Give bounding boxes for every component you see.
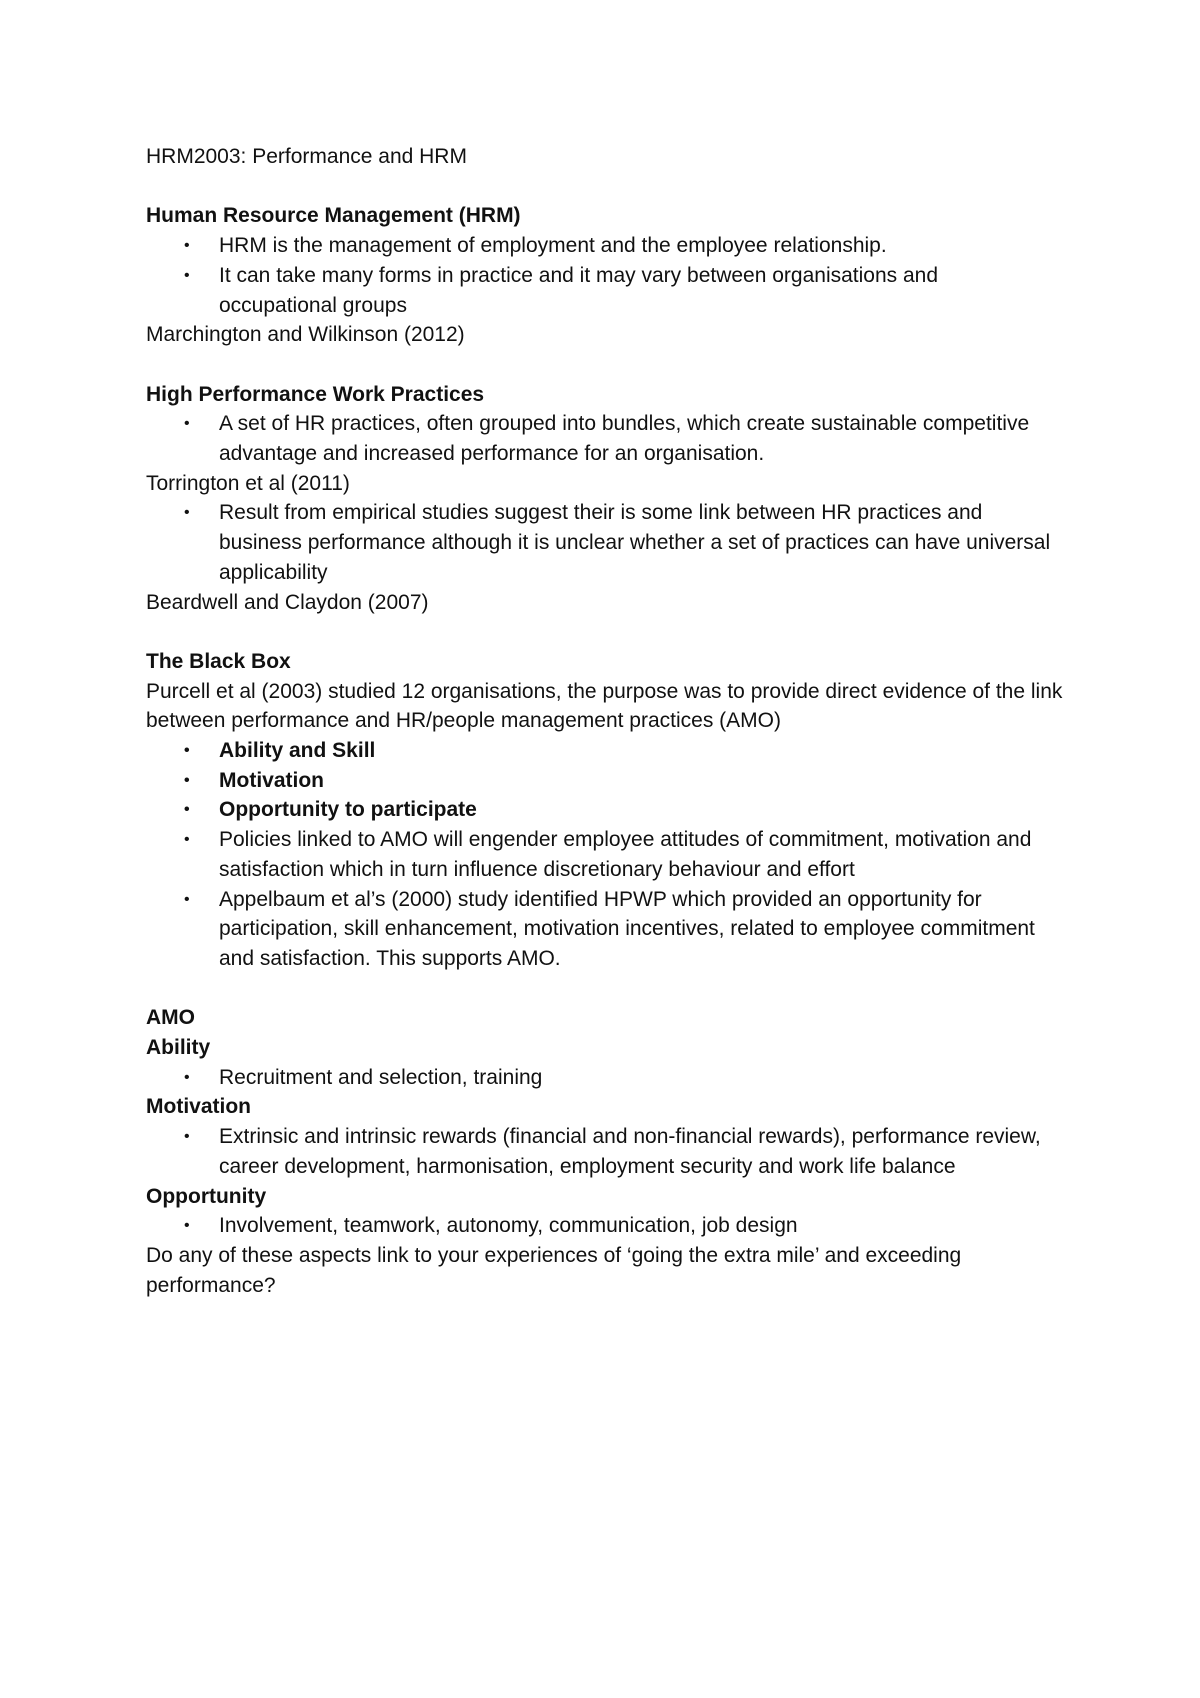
subheading-opportunity: Opportunity bbox=[146, 1184, 267, 1208]
black-box-intro: Purcell et al (2003) studied 12 organisations, the purpose was to provide direct evidence of the link between performance and HR/people management practices (AMO) bbox=[146, 679, 1063, 733]
document-page bbox=[146, 142, 1076, 1300]
closing-question: Do any of these aspects link to your experiences of ‘going the extra mile’ and exceeding performance? bbox=[146, 1243, 962, 1297]
section-heading-hpwp: High Performance Work Practices bbox=[146, 382, 485, 406]
list-item: • Extrinsic and intrinsic rewards (financial and non-financial rewards), performance review, career development, harmonisation, employment security and work life balance bbox=[146, 1122, 1076, 1181]
subheading-motivation: Motivation bbox=[146, 1095, 251, 1119]
bullet-icon: • bbox=[184, 801, 190, 819]
list-item: • Recruitment and selection, training bbox=[146, 1063, 1076, 1093]
section-heading-black-box: The Black Box bbox=[146, 649, 291, 673]
bullet-icon: • bbox=[184, 237, 190, 255]
list-item: • It can take many forms in practice and it may vary between organisations and occupational groups bbox=[146, 261, 1076, 320]
bullet-icon: • bbox=[184, 771, 190, 789]
hpwp-bullet-list bbox=[146, 409, 1076, 468]
document-title: HRM2003: Performance and HRM bbox=[146, 145, 467, 168]
list-item: • Policies linked to AMO will engender employee attitudes of commitment, motivation and satisfaction which in turn influence discretionary behaviour and effort bbox=[146, 825, 1076, 884]
list-item: • Involvement, teamwork, autonomy, communication, job design bbox=[146, 1211, 1076, 1241]
spacer bbox=[146, 617, 1076, 647]
list-item: • Motivation bbox=[146, 766, 1076, 796]
spacer bbox=[146, 350, 1076, 380]
list-item: • Ability and Skill bbox=[146, 736, 1076, 766]
bullet-icon: • bbox=[184, 266, 190, 284]
citation: Marchington and Wilkinson (2012) bbox=[146, 323, 465, 347]
citation: Torrington et al (2011) bbox=[146, 471, 350, 495]
bullet-icon: • bbox=[184, 890, 190, 908]
bullet-icon: • bbox=[184, 1217, 190, 1235]
bullet-icon: • bbox=[184, 415, 190, 433]
motivation-bullet-list bbox=[146, 1122, 1076, 1181]
hrm-bullet-list bbox=[146, 231, 1076, 320]
citation: Beardwell and Claydon (2007) bbox=[146, 590, 429, 614]
section-heading-amo: AMO bbox=[146, 1006, 195, 1030]
list-item: • Result from empirical studies suggest their is some link between HR practices and business performance although it is unclear whether a set of practices can have universal applicability bbox=[146, 498, 1076, 587]
bullet-icon: • bbox=[184, 742, 190, 760]
bullet-icon: • bbox=[184, 1128, 190, 1146]
list-item: • Opportunity to participate bbox=[146, 795, 1076, 825]
list-item: • HRM is the management of employment and the employee relationship. bbox=[146, 231, 1076, 261]
section-heading-hrm: Human Resource Management (HRM) bbox=[146, 204, 521, 228]
opportunity-bullet-list bbox=[146, 1211, 1076, 1241]
spacer bbox=[146, 974, 1076, 1004]
subheading-ability: Ability bbox=[146, 1036, 211, 1060]
list-item: • A set of HR practices, often grouped into bundles, which create sustainable competitive advantage and increased performance for an organisation. bbox=[146, 409, 1076, 468]
bullet-icon: • bbox=[184, 504, 190, 522]
black-box-bullet-list bbox=[146, 736, 1076, 974]
hpwp-bullet-list-2 bbox=[146, 498, 1076, 587]
ability-bullet-list bbox=[146, 1063, 1076, 1093]
spacer bbox=[146, 172, 1076, 202]
bullet-icon: • bbox=[184, 831, 190, 849]
list-item: • Appelbaum et al’s (2000) study identified HPWP which provided an opportunity for participation, skill enhancement, motivation incentives, related to employee commitment and satisfaction. This supports AMO. bbox=[146, 885, 1076, 974]
bullet-icon: • bbox=[184, 1068, 190, 1086]
